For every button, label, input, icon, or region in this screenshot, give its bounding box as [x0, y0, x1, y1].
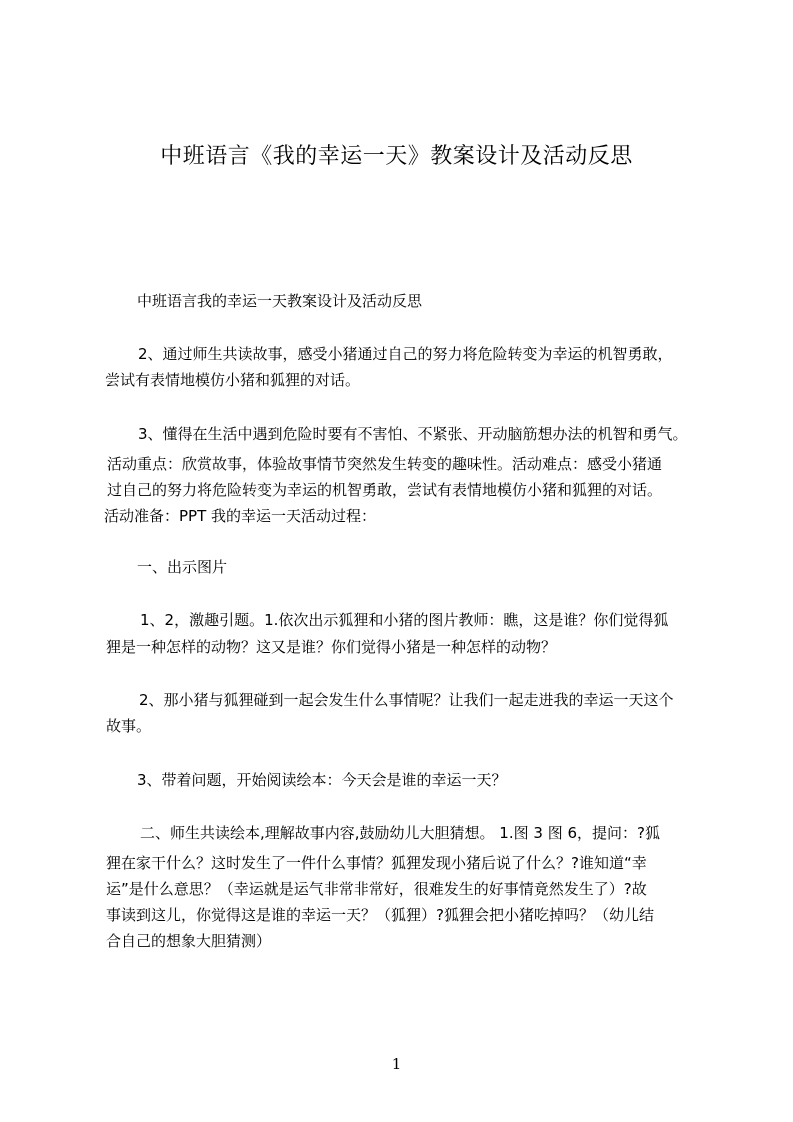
- subtitle-line: 中班语言我的幸运一天教案设计及活动反思: [137, 292, 423, 310]
- paragraph-line: 活动准备：PPT 我的幸运一天活动过程：: [104, 507, 377, 525]
- paragraph-line: 狸在家干什么？这时发生了一件什么事情？狐狸发现小猪后说了什么？?谁知道“幸: [106, 854, 647, 872]
- paragraph-line: 二、师生共读绘本,理解故事内容,鼓励幼儿大胆猜想。 1.图 3 图 6，提问：?狐: [140, 824, 660, 842]
- paragraph-line: 故事。: [106, 717, 152, 735]
- paragraph-line: 尝试有表情地模仿小猪和狐狸的对话。: [105, 371, 361, 389]
- section-heading: 一、出示图片: [137, 558, 228, 576]
- paragraph-line: 3、带着问题，开始阅读绘本：今天会是谁的幸运一天？: [137, 771, 507, 789]
- paragraph-line: 3、懂得在生活中遇到危险时要有不害怕、不紧张、开动脑筋想办法的机智和勇气。: [138, 425, 688, 443]
- paragraph-line: 运”是什么意思？（幸运就是运气非常非常好，很难发生的好事情竟然发生了）?故: [106, 880, 647, 898]
- paragraph-line: 狸是一种怎样的动物？这又是谁？你们觉得小猪是一种怎样的动物？: [106, 638, 557, 656]
- page-number: 1: [391, 1055, 402, 1073]
- paragraph-line: 1、2，激趣引题。1.依次出示狐狸和小猪的图片教师：瞧，这是谁？你们觉得狐: [140, 611, 669, 629]
- paragraph-line: 过自己的努力将危险转变为幸运的机智勇敢，尝试有表情地模仿小猪和狐狸的对话。: [107, 481, 663, 499]
- paragraph-line: 活动重点：欣赏故事，体验故事情节突然发生转变的趣味性。活动难点：感受小猪通: [107, 455, 663, 473]
- paragraph-line: 合自己的想象大胆猜测）: [106, 932, 272, 950]
- document-title: 中班语言《我的幸运一天》教案设计及活动反思: [160, 144, 633, 169]
- paragraph-line: 2、通过师生共读故事，感受小猪通过自己的努力将危险转变为幸运的机智勇敢，: [138, 345, 673, 363]
- paragraph-line: 2、那小猪与狐狸碰到一起会发生什么事情呢？让我们一起走进我的幸运一天这个: [139, 691, 674, 709]
- paragraph-line: 事读到这儿，你觉得这是谁的幸运一天？（狐狸）?狐狸会把小猪吃掉吗？（幼儿结: [106, 906, 654, 924]
